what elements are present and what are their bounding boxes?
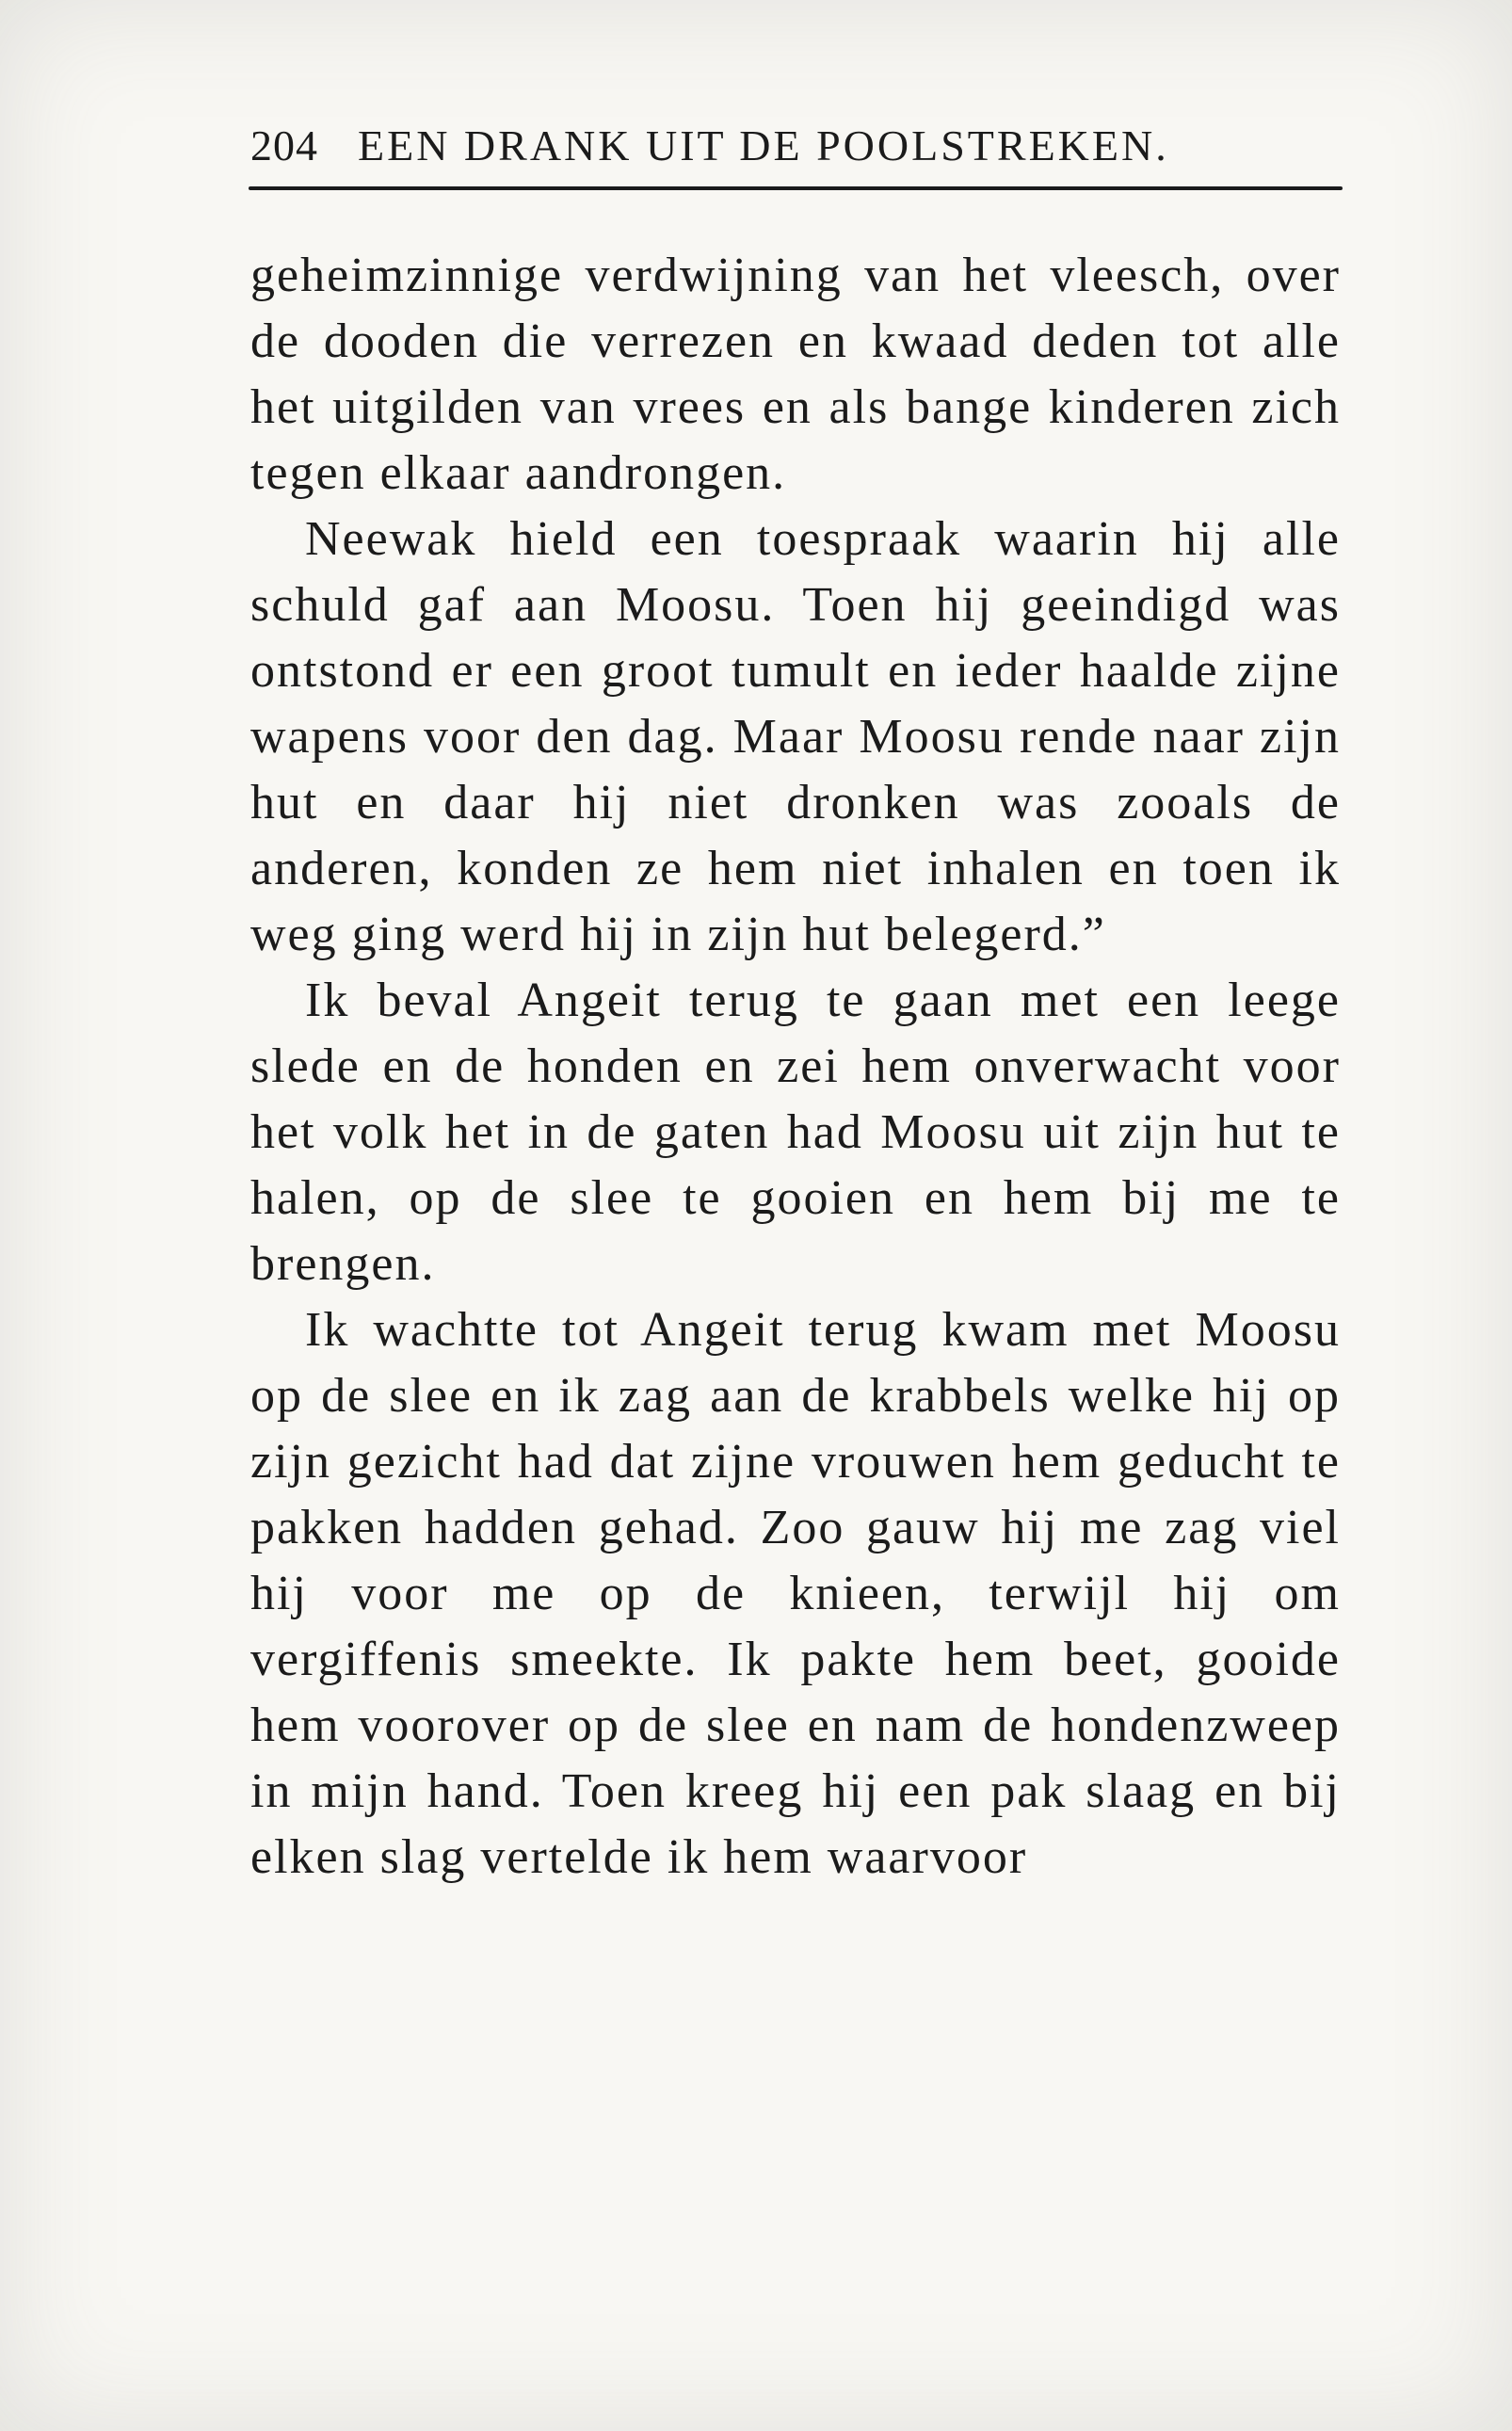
running-head-title: EEN DRANK UIT DE POOLSTREKEN. [358, 121, 1169, 169]
paragraph: Ik beval Angeit terug te gaan met een leege slede en de honden en zei hem onverwacht voor het volk het in de gaten had Moosu uit zijn hut te halen, op de slee te gooien en hem bij me te brengen. [250, 974, 1341, 1291]
page-header [250, 121, 1341, 170]
page-number: 204 [250, 121, 318, 169]
header-rule [249, 186, 1343, 190]
paragraph: geheimzinnige verdwijning van het vleesch, over de dooden die verrezen en kwaad deden tot alle het uitgilden van vrees en als bange kinderen zich tegen elkaar aandrongen. [250, 249, 1341, 500]
page-body [250, 243, 1341, 1891]
paragraph: Neewak hield een toespraak waarin hij alle schuld gaf aan Moosu. Toen hij geeindigd was ontstond er een groot tumult en ieder haalde zijne wapens voor den dag. Maar Moosu rende naar zijn hut en daar hij niet dronken was zooals de anderen, konden ze hem niet inhalen en toen ik weg ging werd hij in zijn hut belegerd.” [250, 512, 1341, 961]
paragraph: Ik wachtte tot Angeit terug kwam met Moosu op de slee en ik zag aan de krabbels welke hij op zijn gezicht had dat zijne vrouwen hem geducht te pakken hadden gehad. Zoo gauw hij me zag viel hij voor me op de knieen, terwijl hij om vergiffenis smeekte. Ik pakte hem beet, gooide hem voorover op de slee en nam de hondenzweep in mijn hand. Toen kreeg hij een pak slaag en bij elken slag vertelde ik hem waarvoor [250, 1303, 1341, 1884]
